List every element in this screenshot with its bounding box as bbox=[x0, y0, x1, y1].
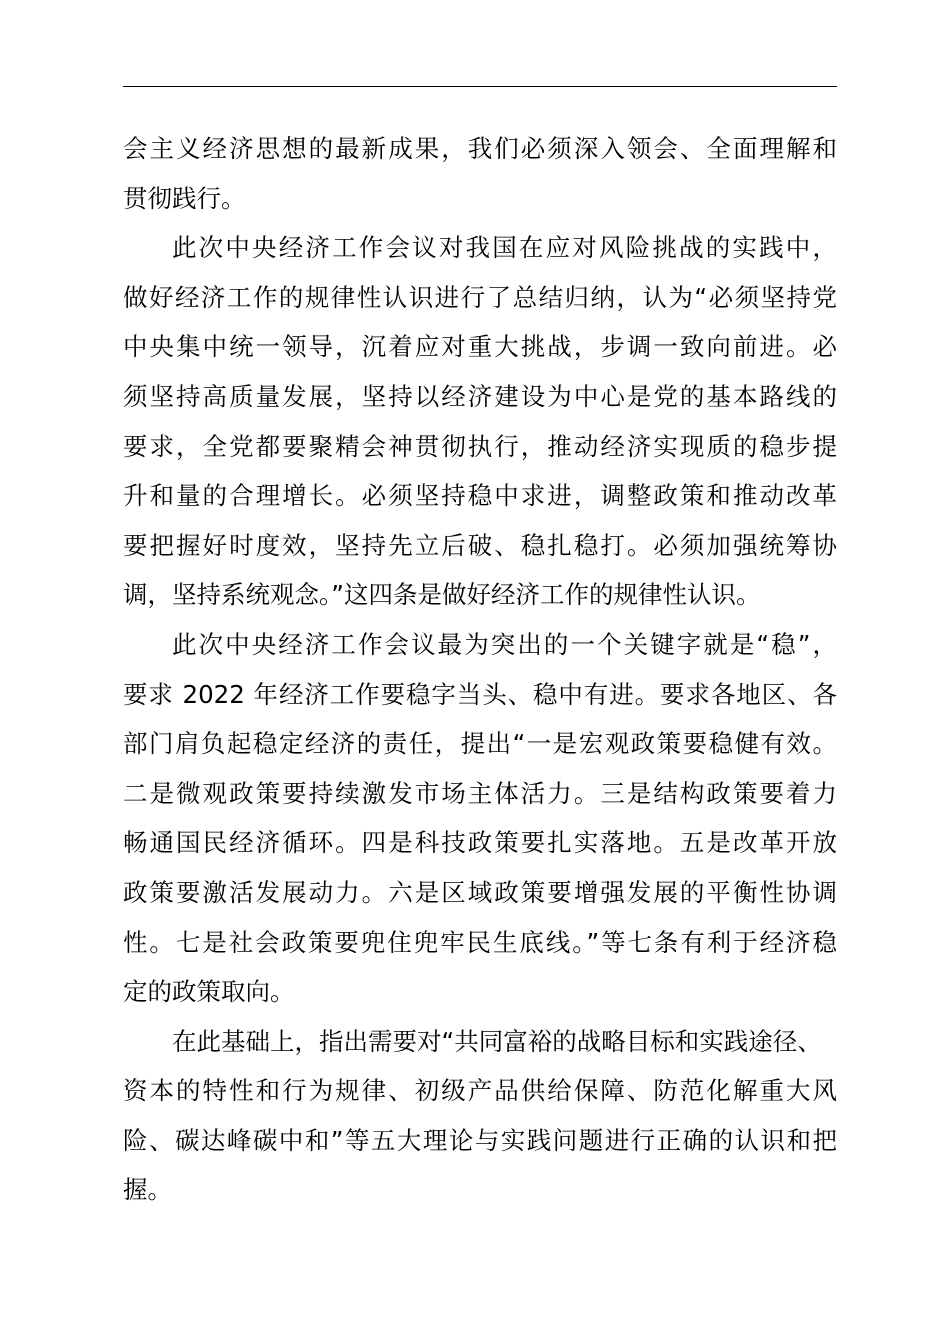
text-line: 要求 2022 年经济工作要稳字当头、稳中有进。要求各地区、各 bbox=[123, 679, 837, 709]
text-line: 升和量的合理增长。必须坚持稳中求进，调整政策和推动改革 bbox=[123, 481, 837, 511]
text-line: 在此基础上，指出需要对“共同富裕的战略目标和实践途径、 bbox=[172, 1026, 822, 1056]
text-line: 要把握好时度效，坚持先立后破、稳扎稳打。必须加强统筹协 bbox=[123, 530, 837, 560]
text-line: 政策要激活发展动力。六是区域政策要增强发展的平衡性协调 bbox=[123, 877, 837, 907]
header-rule bbox=[123, 86, 837, 87]
text-line: 二是微观政策要持续激发市场主体活力。三是结构政策要着力 bbox=[123, 778, 837, 808]
document-body bbox=[123, 124, 837, 1215]
text-line: 做好经济工作的规律性认识进行了总结归纳，认为“必须坚持党 bbox=[123, 282, 837, 312]
text-line: 此次中央经济工作会议最为突出的一个关键字就是“稳”， bbox=[172, 629, 837, 659]
text-line: 贯彻践行。 bbox=[123, 183, 246, 213]
text-line: 要求，全党都要聚精会神贯彻执行，推动经济实现质的稳步提 bbox=[123, 431, 837, 461]
text-line: 定的政策取向。 bbox=[123, 977, 295, 1007]
text-line: 部门肩负起稳定经济的责任，提出“一是宏观政策要稳健有效。 bbox=[123, 729, 837, 759]
text-line: 中央集中统一领导，沉着应对重大挑战，步调一致向前进。必 bbox=[123, 332, 837, 362]
text-line: 此次中央经济工作会议对我国在应对风险挑战的实践中， bbox=[172, 233, 837, 263]
text-line: 畅通国民经济循环。四是科技政策要扎实落地。五是改革开放 bbox=[123, 828, 837, 858]
text-line: 握。 bbox=[123, 1175, 172, 1205]
paragraph-3 bbox=[123, 620, 837, 1017]
text-line: 性。七是社会政策要兜住兜牢民生底线。”等七条有利于经济稳 bbox=[123, 927, 837, 957]
paragraph-1 bbox=[123, 124, 837, 223]
text-line: 须坚持高质量发展，坚持以经济建设为中心是党的基本路线的 bbox=[123, 381, 837, 411]
text-line: 调，坚持系统观念。”这四条是做好经济工作的规律性认识。 bbox=[123, 580, 761, 610]
paragraph-2 bbox=[123, 223, 837, 620]
text-line: 资本的特性和行为规律、初级产品供给保障、防范化解重大风 bbox=[123, 1076, 837, 1106]
text-line: 会主义经济思想的最新成果，我们必须深入领会、全面理解和 bbox=[123, 134, 837, 163]
text-line: 险、碳达峰碳中和”等五大理论与实践问题进行正确的认识和把 bbox=[123, 1125, 837, 1155]
paragraph-4 bbox=[123, 1017, 837, 1215]
